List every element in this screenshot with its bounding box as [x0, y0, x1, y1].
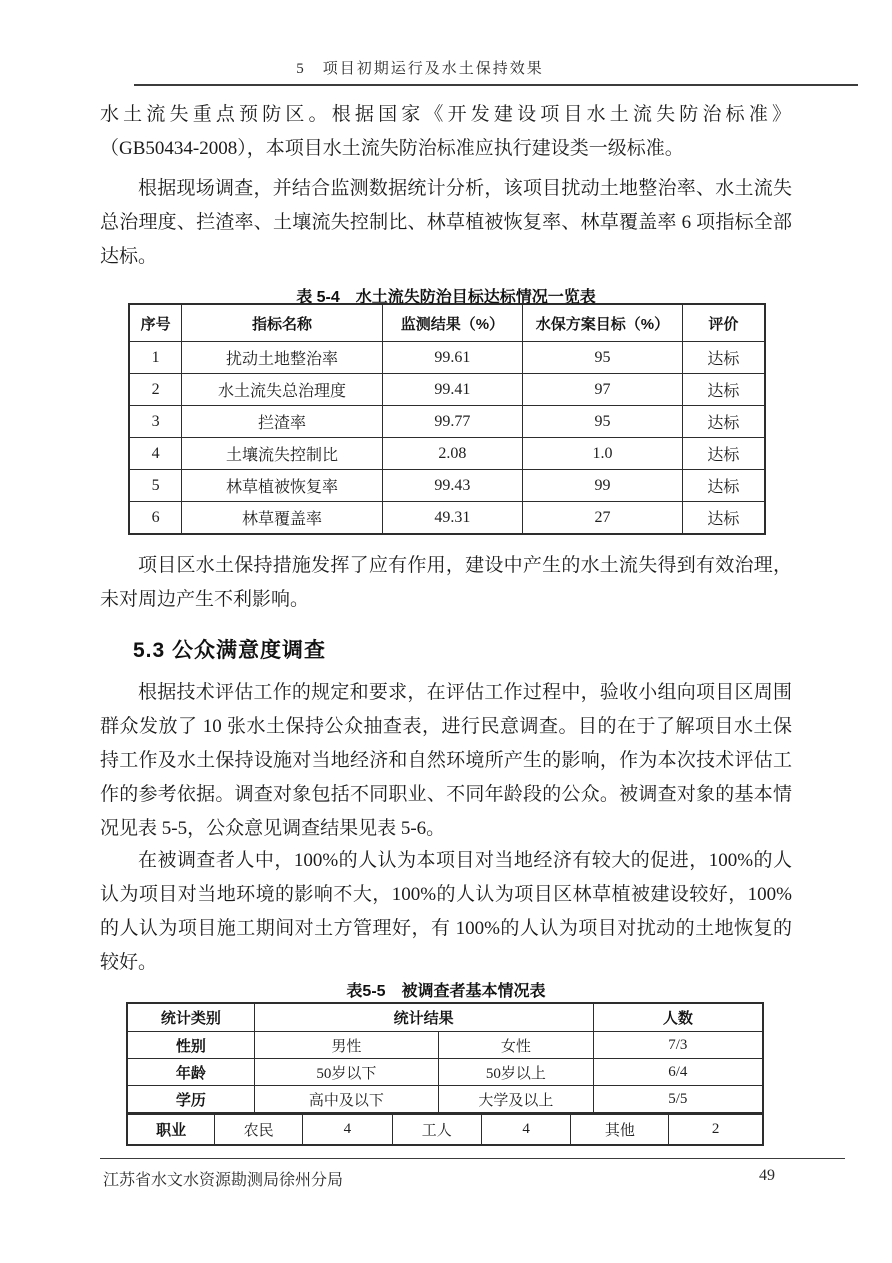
- table-cell: 女性: [439, 1032, 594, 1059]
- table-cell: 99.43: [382, 470, 523, 502]
- table-row: [129, 406, 765, 438]
- table-cell: 拦渣率: [182, 406, 382, 438]
- paragraph-1: [100, 98, 792, 166]
- table-row: [129, 438, 765, 470]
- column-header: 人数: [593, 1003, 763, 1032]
- table-cell: 达标: [682, 342, 765, 374]
- paragraph-4: 根据技术评估工作的规定和要求，在评估工作过程中，验收小组向项目区周围群众发放了 10 张水土保持公众抽查表，进行民意调查。目的在于了解项目水土保持工作及水土保持设施对当地经济和自然环境所产生的影响，作为本次技术评估工作的参考依据。调查对象包括不同职业、不同年龄段的公众。被调查对象的基本情况见表 5-5，公众意见调查结果见表 5-6。: [100, 682, 792, 839]
- table-cell: 男性: [254, 1032, 438, 1059]
- page-footer: [103, 1167, 775, 1190]
- table-cell: 工人: [392, 1114, 481, 1145]
- table-cell: 4: [481, 1114, 571, 1145]
- table-cell: 达标: [682, 438, 765, 470]
- table-5-4: [128, 303, 766, 535]
- table-cell: 99.61: [382, 342, 523, 374]
- table-cell: 99.41: [382, 374, 523, 406]
- table-cell: 50岁以上: [439, 1059, 594, 1086]
- table-cell: 27: [523, 502, 683, 535]
- table-row: [127, 1032, 763, 1059]
- table-cell: 扰动土地整治率: [182, 342, 382, 374]
- table-cell: 达标: [682, 502, 765, 535]
- table-cell: 高中及以下: [254, 1086, 438, 1114]
- table-cell: 4: [129, 438, 182, 470]
- table-cell: 5: [129, 470, 182, 502]
- paragraph-5: 在被调查者人中，100%的人认为本项目对当地经济有较大的促进，100%的人认为项目对当地环境的影响不大，100%的人认为项目区林草植被建设较好，100%的人认为项目施工期间对土方管理好，有 100%的人认为项目对扰动的土地恢复的较好。: [100, 850, 792, 973]
- table-cell: 2: [129, 374, 182, 406]
- footer-divider: [100, 1158, 845, 1159]
- table-cell: 99: [523, 470, 683, 502]
- table-cell: 95: [523, 406, 683, 438]
- table-cell: 95: [523, 342, 683, 374]
- table-cell: 2.08: [382, 438, 523, 470]
- table-cell: 97: [523, 374, 683, 406]
- table-cell: 2: [669, 1114, 763, 1145]
- row-label: 职业: [127, 1114, 215, 1145]
- column-header: 评价: [682, 304, 765, 342]
- table-row: [127, 1059, 763, 1086]
- table-cell: 大学及以上: [439, 1086, 594, 1114]
- header-divider: [134, 84, 858, 86]
- column-header: 序号: [129, 304, 182, 342]
- table-row: [129, 502, 765, 535]
- table-cell: 49.31: [382, 502, 523, 535]
- column-header: 水保方案目标（%）: [523, 304, 683, 342]
- table-cell: 6: [129, 502, 182, 535]
- table-cell: 7/3: [593, 1032, 763, 1059]
- table-cell: 99.77: [382, 406, 523, 438]
- column-header: 统计结果: [254, 1003, 593, 1032]
- paragraph-1-line-1: 水土流失重点预防区。根据国家《开发建设项目水土流失防治标准》: [100, 104, 792, 125]
- table-cell: 6/4: [593, 1059, 763, 1086]
- table-cell: 林草覆盖率: [182, 502, 382, 535]
- column-header: 统计类别: [127, 1003, 254, 1032]
- table-cell: 1: [129, 342, 182, 374]
- table-cell: 水土流失总治理度: [182, 374, 382, 406]
- row-label: 学历: [127, 1086, 254, 1114]
- paragraph-3: 项目区水土保持措施发挥了应有作用，建设中产生的水土流失得到有效治理，未对周边产生不利影响。: [100, 555, 792, 610]
- table-cell: 其他: [571, 1114, 669, 1145]
- table-cell: 4: [303, 1114, 393, 1145]
- footer-organization: 江苏省水文水资源勘测局徐州分局: [103, 1172, 344, 1189]
- table-row: [129, 342, 765, 374]
- table-cell: 1.0: [523, 438, 683, 470]
- table-cell: 5/5: [593, 1086, 763, 1114]
- table-5-5-caption: 表5-5 被调查者基本情况表: [346, 983, 546, 1000]
- table-cell: 达标: [682, 406, 765, 438]
- row-label: 年龄: [127, 1059, 254, 1086]
- table-row: [127, 1086, 763, 1114]
- page-number: 49: [759, 1167, 775, 1184]
- table-cell: 3: [129, 406, 182, 438]
- table-5-5-header-row: [127, 1003, 763, 1032]
- column-header: 指标名称: [182, 304, 382, 342]
- table-5-5: [126, 1002, 764, 1146]
- table-cell: 林草植被恢复率: [182, 470, 382, 502]
- paragraph-2: 根据现场调查，并结合监测数据统计分析，该项目扰动土地整治率、水土流失总治理度、拦渣率、土壤流失控制比、林草植被恢复率、林草覆盖率 6 项指标全部达标。: [100, 178, 792, 267]
- table-cell: 达标: [682, 470, 765, 502]
- section-heading: 5.3 公众满意度调查: [133, 639, 327, 662]
- table-cell: 达标: [682, 374, 765, 406]
- paragraph-1-line-2: （GB50434-2008），本项目水土流失防治标准应执行建设类一级标准。: [100, 138, 684, 159]
- table-cell: 农民: [215, 1114, 303, 1145]
- table-row-occupation: [127, 1114, 763, 1145]
- column-header: 监测结果（%）: [382, 304, 523, 342]
- row-label: 性别: [127, 1032, 254, 1059]
- table-row: [129, 374, 765, 406]
- table-5-4-caption: 表 5-4 水土流失防治目标达标情况一览表: [296, 289, 596, 306]
- table-5-4-header-row: [129, 304, 765, 342]
- table-cell: 50岁以下: [254, 1059, 438, 1086]
- table-cell: 土壤流失控制比: [182, 438, 382, 470]
- table-row: [129, 470, 765, 502]
- chapter-header: 5 项目初期运行及水土保持效果: [296, 61, 544, 77]
